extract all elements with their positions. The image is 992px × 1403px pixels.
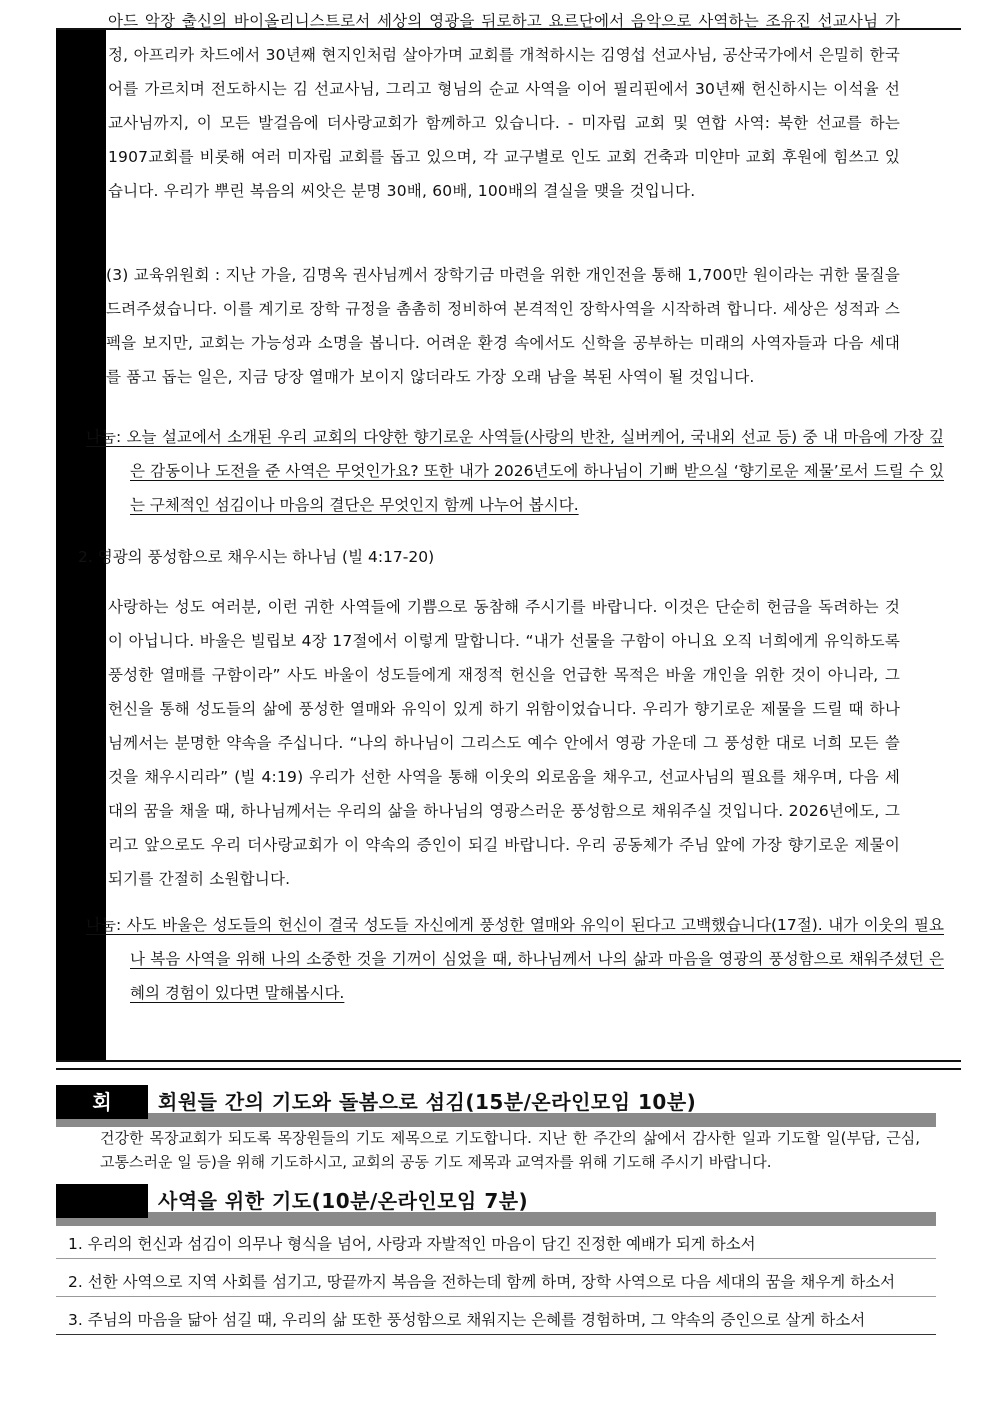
section-tab-label (56, 1184, 148, 1218)
section-tab-label: 회 (56, 1085, 148, 1119)
missions-paragraph: 아드 악장 출신의 바이올리니스트로서 세상의 영광을 뒤로하고 요르단에서 음악으로 사역하는 조유진 선교사님 가정, 아프리카 차드에서 30년째 현지인처럼 살아가며 교회를 개척하시는 김영섭 선교사님, 공산국가에서 은밀히 한국어를 가르치며 전도하시는 김 선교사님, 그리고 형님의 순교 사역을 이어 필리핀에서 30년째 헌신하시는 이석율 선교사님까지, 이 모든 발걸음에 더사랑교회가 함께하고 있습니다. - 미자립 교회 및 연합 사역: 북한 선교를 하는 1907교회를 비롯해 여러 미자립 교회를 돕고 있으며, 각 교구별로 인도 교회 건축과 미얀마 교회 후원에 힘쓰고 있습니다. 우리가 뿌린 복음의 씨앗은 분명 30배, 60배, 100배의 결실을 맺을 것입니다. (108, 12, 900, 200)
ministry-prayer-header (56, 1184, 936, 1218)
sharing-question-1: 나눔: 오늘 설교에서 소개된 우리 교회의 다양한 향기로운 사역들(사랑의 반찬, 실버케어, 국내외 선교 등) 중 내 마음에 가장 깊은 감동이나 도전을 준 사역은 무엇인가요? 또한 내가 2026년도에 하나님이 기뻐 받으실 ‘향기로운 제물’로서 드릴 수 있는 구체적인 섬김이나 마음의 결단은 무엇인지 함께 나누어 봅시다. (86, 428, 944, 514)
members-prayer-header (56, 1085, 936, 1119)
members-prayer-body: 건강한 목장교회가 되도록 목장원들의 기도 제목으로 기도합니다. 지난 한 주간의 삶에서 감사한 일과 기도할 일(부담, 근심, 고통스러운 일 등)을 위해 기도하시고, 교회의 공동 기도 제목과 교역자를 위해 기도해 주시기 바랍니다. (100, 1129, 920, 1171)
point-2-heading: 2. 영광의 풍성함으로 채우시는 하나님 (빌 4:17-20) (78, 548, 435, 566)
prayer-item: 3. 주님의 마음을 닮아 섬길 때, 우리의 삶 또한 풍성함으로 채워지는 은혜를 경험하며, 그 약속의 증인으로 살게 하소서 (56, 1306, 936, 1335)
prayer-item: 1. 우리의 헌신과 섬김이 의무나 형식을 넘어, 사랑과 자발적인 마음이 담긴 진정한 예배가 되게 하소서 (56, 1230, 936, 1259)
ministry-prayer-title: 사역을 위한 기도(10분/온라인모임 7분) (158, 1189, 529, 1213)
prayer-item: 2. 선한 사역으로 지역 사회를 섬기고, 땅끝까지 복음을 전하는데 함께 하며, 장학 사역으로 다음 세대의 꿈을 채우게 하소서 (56, 1268, 936, 1297)
members-prayer-title: 회원들 간의 기도와 돌봄으로 섬김(15분/온라인모임 10분) (158, 1090, 697, 1114)
abundance-paragraph: 사랑하는 성도 여러분, 이런 귀한 사역들에 기쁨으로 동참해 주시기를 바랍니다. 이것은 단순히 헌금을 독려하는 것이 아닙니다. 바울은 빌립보 4장 17절에서 이렇게 말합니다. “내가 선물을 구함이 아니요 오직 너희에게 유익하도록 풍성한 열매를 구함이라” 사도 바울이 성도들에게 재정적 헌신을 언급한 목적은 바울 개인을 위한 것이 아니라, 그 헌신을 통해 성도들의 삶에 풍성한 열매와 유익이 있게 하기 위함이었습니다. 우리가 향기로운 제물을 드릴 때 하나님께서는 분명한 약속을 주십니다. “나의 하나님이 그리스도 예수 안에서 영광 가운데 그 풍성한 대로 너희 모든 쓸 것을 채우시리라” (빌 4:19) 우리가 선한 사역을 통해 이웃의 외로움을 채우고, 선교사님의 필요를 채우며, 다음 세대의 꿈을 채울 때, 하나님께서는 우리의 삶을 하나님의 영광스러운 풍성함으로 채워주실 것입니다. 2026년에도, 그리고 앞으로도 우리 더사랑교회가 이 약속의 증인이 되길 바랍니다. 우리 공동체가 주님 앞에 가장 향기로운 제물이 되기를 간절히 소원합니다. (108, 598, 900, 888)
section-divider (56, 1068, 961, 1070)
sharing-question-2: 나눔: 사도 바울은 성도들의 헌신이 결국 성도들 자신에게 풍성한 열매와 유익이 된다고 고백했습니다(17절). 내가 이웃의 필요나 복음 사역을 위해 나의 소중한 것을 기꺼이 심었을 때, 하나님께서 나의 삶과 마음을 영광의 풍성함으로 채워주셨던 은혜의 경험이 있다면 말해봅시다. (86, 916, 944, 1002)
education-committee-paragraph: (3) 교육위원회 : 지난 가을, 김명옥 권사님께서 장학기금 마련을 위한 개인전을 통해 1,700만 원이라는 귀한 물질을 드려주셨습니다. 이를 계기로 장학 규정을 촘촘히 정비하여 본격적인 장학사역을 시작하려 합니다. 세상은 성적과 스펙을 보지만, 교회는 가능성과 소명을 봅니다. 어려운 환경 속에서도 신학을 공부하는 미래의 사역자들과 다음 세대를 품고 돕는 일은, 지금 당장 열매가 보이지 않더라도 가장 오래 남을 복된 사역이 될 것입니다. (106, 266, 900, 386)
